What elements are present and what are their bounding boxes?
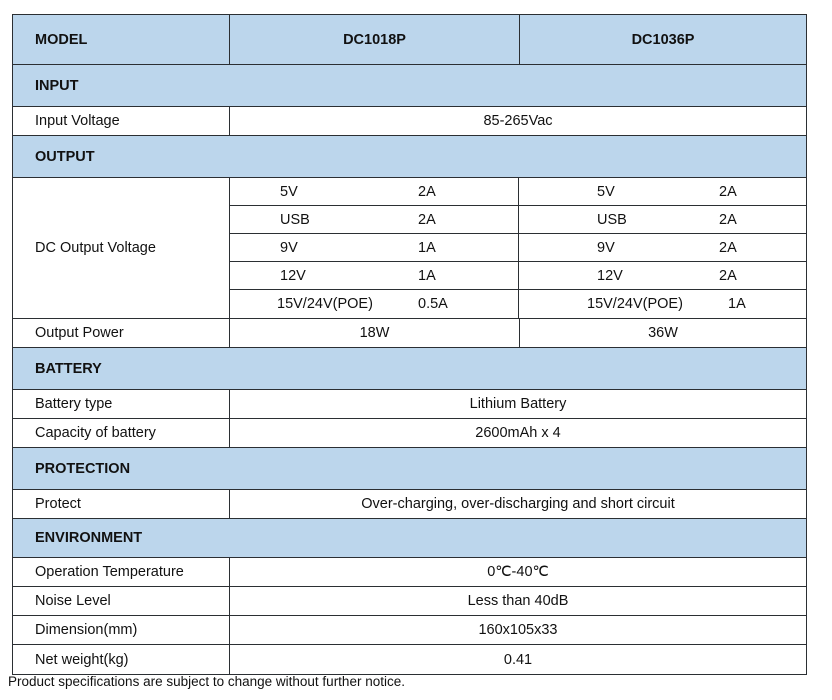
table-row-output-power	[13, 319, 806, 348]
dc-output-line: USB 2A	[230, 206, 518, 234]
row-value: Over-charging, over-discharging and short circuit	[361, 496, 675, 512]
row-label: Noise Level	[13, 587, 230, 615]
table-row	[13, 587, 806, 616]
dc-output-line: 9V 2A	[519, 234, 806, 262]
dc-output-line: 5V 2A	[519, 178, 806, 206]
dc-output-line: 12V 1A	[230, 262, 518, 290]
table-row	[13, 558, 806, 587]
dc-output-line: 15V/24V(POE) 0.5A	[277, 296, 448, 312]
section-input	[13, 65, 806, 107]
row-label: Input Voltage	[13, 107, 230, 135]
row-label: Operation Temperature	[13, 558, 230, 586]
power-dc1036p: 36W	[519, 319, 806, 347]
model-dc1036p: DC1036P	[519, 15, 806, 64]
row-label: Capacity of battery	[13, 419, 230, 447]
section-title-protection: PROTECTION	[35, 460, 131, 477]
row-label: Output Power	[13, 319, 230, 347]
row-value: 0℃-40℃	[487, 564, 549, 580]
row-value: 85-265Vac	[483, 113, 553, 129]
dc-output-line: 12V 2A	[519, 262, 806, 290]
dc-output-block	[13, 178, 806, 319]
row-value: Less than 40dB	[467, 593, 569, 609]
dc-output-dc1018p	[230, 178, 519, 318]
section-battery	[13, 348, 806, 390]
section-title-battery: BATTERY	[35, 360, 102, 377]
power-dc1018p: 18W	[359, 325, 390, 341]
dc-output-line: USB 2A	[519, 206, 806, 234]
table-row	[13, 419, 806, 448]
row-label: Dimension(mm)	[13, 616, 230, 644]
table-row	[13, 390, 806, 419]
table-row	[13, 490, 806, 519]
section-output	[13, 136, 806, 178]
spec-table	[12, 14, 807, 675]
row-value: 160x105x33	[478, 622, 558, 638]
table-row	[13, 107, 806, 136]
dc-output-line: 9V 1A	[230, 234, 518, 262]
model-dc1018p: DC1018P	[343, 31, 406, 48]
section-protection	[13, 448, 806, 490]
section-title-environment: ENVIRONMENT	[35, 530, 143, 546]
row-label: Net weight(kg)	[13, 645, 230, 674]
row-value: Lithium Battery	[469, 396, 567, 412]
dc-output-label: DC Output Voltage	[13, 178, 230, 318]
footnote: Product specifications are subject to change without further notice.	[8, 674, 405, 689]
dc-output-dc1036p	[519, 178, 806, 318]
row-value: 0.41	[503, 651, 533, 668]
section-title-input: INPUT	[35, 77, 79, 94]
row-value: 2600mAh x 4	[475, 425, 561, 441]
section-title-output: OUTPUT	[35, 148, 95, 165]
dc-output-line: 5V 2A	[230, 178, 518, 206]
row-label: Protect	[13, 490, 230, 518]
model-header-row	[13, 15, 806, 65]
table-row	[13, 645, 806, 674]
section-environment	[13, 519, 806, 558]
dc-output-line: 15V/24V(POE) 1A	[587, 296, 746, 312]
table-row	[13, 616, 806, 645]
row-label: Battery type	[13, 390, 230, 418]
model-label: MODEL	[13, 15, 230, 64]
